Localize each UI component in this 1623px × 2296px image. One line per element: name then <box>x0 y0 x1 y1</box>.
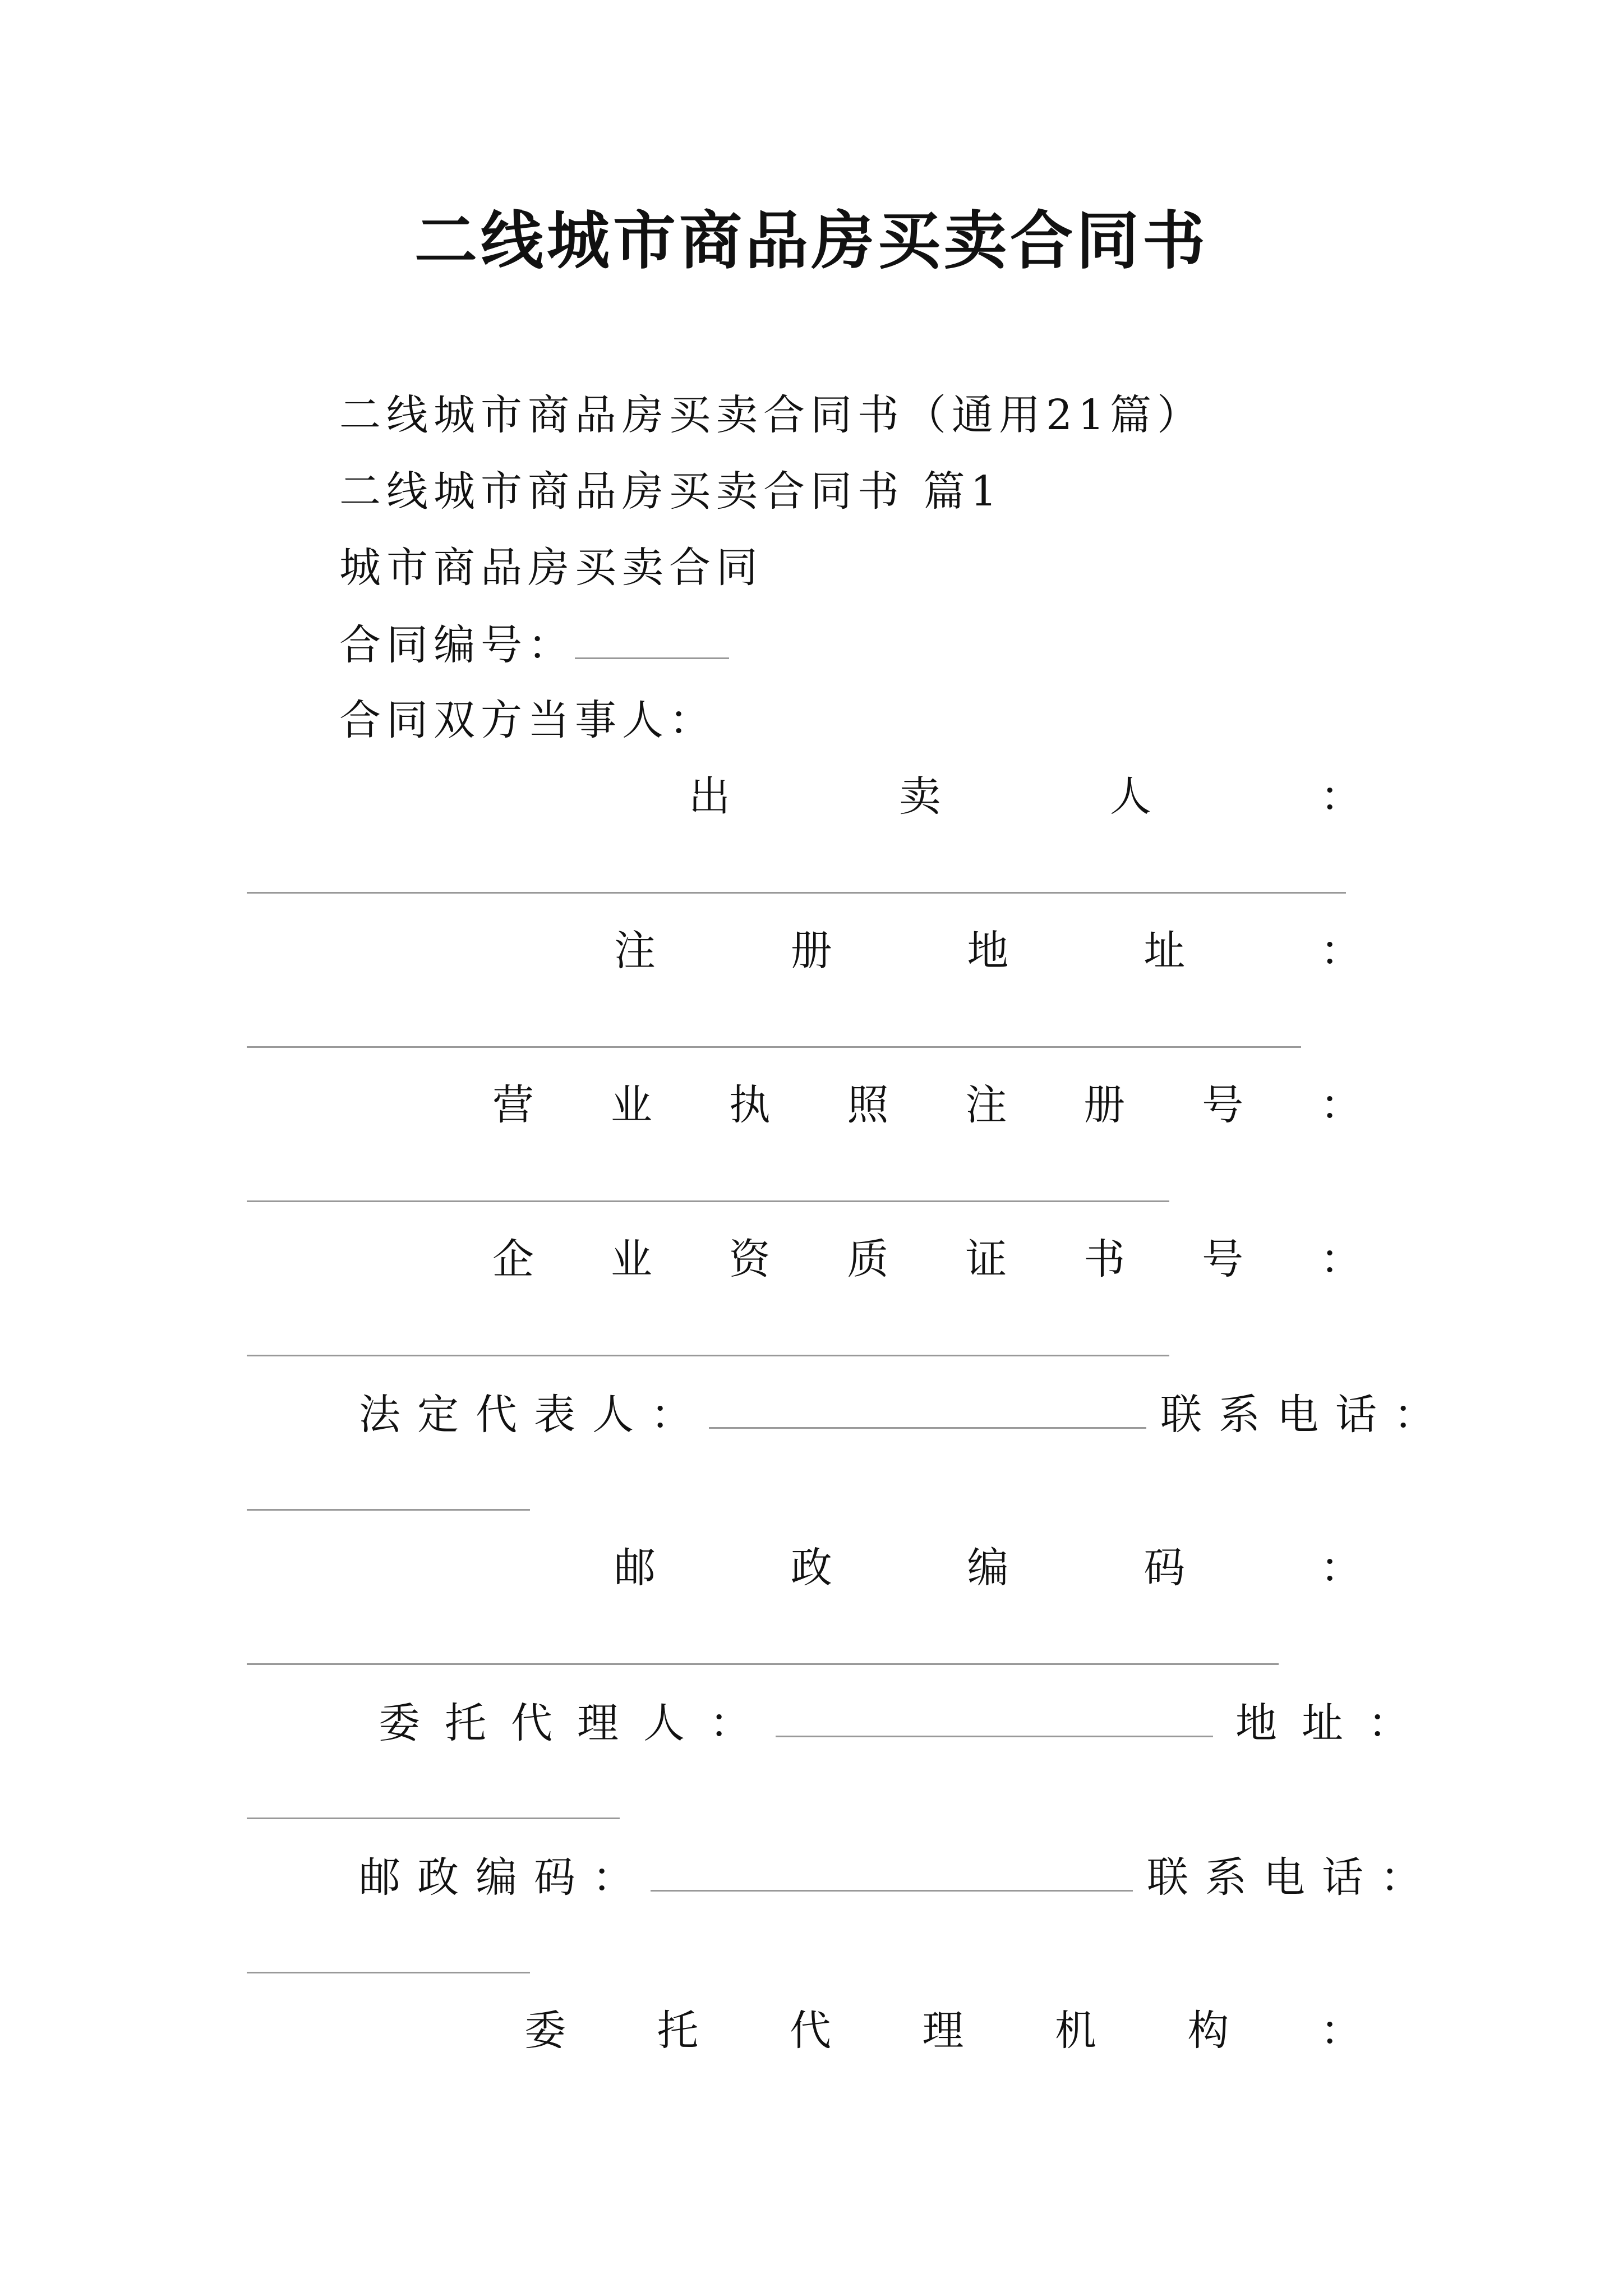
qualification-cert-char: 证 <box>965 1235 1007 1283</box>
contract-number-blank[interactable] <box>575 616 729 659</box>
phone-label: 联系电话： <box>1160 1391 1452 1439</box>
address-label: 地址： <box>1235 1699 1434 1747</box>
document-title: 二线城市商品房买卖合同书 <box>414 204 1209 278</box>
registered-address-char: 注 <box>614 927 656 975</box>
agency-char: ： <box>1320 2007 1362 2055</box>
registered-address-label <box>614 923 1362 979</box>
postal-code-label <box>614 1540 1362 1596</box>
registered-address-blank[interactable] <box>247 1046 1301 1048</box>
business-license-char: 注 <box>965 1081 1007 1129</box>
collection-title: 二线城市商品房买卖合同书（通用21篇） <box>339 391 1205 439</box>
postal-code-char: 政 <box>790 1544 832 1592</box>
agency-label <box>524 2003 1362 2059</box>
business-license-char: 号 <box>1202 1081 1244 1129</box>
contract-number-row <box>339 616 729 673</box>
legal-rep-label: 法定代表人： <box>359 1391 709 1439</box>
agent-row <box>379 1694 1434 1751</box>
registered-address-char: 册 <box>790 927 832 975</box>
postal-code-char: 邮 <box>614 1544 656 1592</box>
qualification-cert-label <box>492 1231 1362 1287</box>
seller-blank[interactable] <box>247 892 1346 894</box>
agency-char: 代 <box>790 2007 831 2055</box>
agency-char: 理 <box>922 2007 964 2055</box>
registered-address-char: ： <box>1320 927 1362 975</box>
qualification-cert-char: 质 <box>847 1235 889 1283</box>
qualification-cert-blank[interactable] <box>247 1355 1169 1356</box>
agent-label: 委托代理人： <box>379 1699 776 1747</box>
qualification-cert-char: ： <box>1320 1235 1362 1283</box>
business-license-label <box>492 1077 1362 1133</box>
legal-rep-row <box>359 1386 1452 1443</box>
business-license-char: 照 <box>847 1081 889 1129</box>
seller-char: 出 <box>689 772 730 821</box>
seller-char: 人 <box>1109 772 1151 821</box>
postal-code-inline-blank[interactable] <box>651 1848 1133 1892</box>
postal-phone-row <box>359 1848 1438 1906</box>
address-blank[interactable] <box>247 1818 620 1819</box>
qualification-cert-char: 企 <box>492 1235 534 1283</box>
phone-label-2: 联系电话： <box>1147 1853 1438 1902</box>
registered-address-char: 地 <box>967 927 1009 975</box>
business-license-char: 营 <box>492 1081 534 1129</box>
postal-code-char: 码 <box>1144 1544 1186 1592</box>
postal-code-blank[interactable] <box>247 1663 1279 1665</box>
qualification-cert-char: 业 <box>610 1235 652 1283</box>
business-license-char: 执 <box>728 1081 771 1129</box>
seller-label <box>689 769 1362 825</box>
agency-char: 委 <box>524 2007 566 2055</box>
contract-number-label: 合同编号： <box>339 621 575 669</box>
seller-char: ： <box>1320 772 1362 821</box>
phone-blank-2[interactable] <box>247 1972 530 1973</box>
agency-char: 构 <box>1187 2007 1229 2055</box>
business-license-blank[interactable] <box>247 1200 1169 1202</box>
article-heading: 二线城市商品房买卖合同书 篇1 <box>339 467 1003 516</box>
parties-label: 合同双方当事人： <box>339 696 716 744</box>
legal-rep-blank[interactable] <box>709 1386 1146 1429</box>
qualification-cert-char: 资 <box>728 1235 771 1283</box>
contract-name: 城市商品房买卖合同 <box>339 544 763 592</box>
seller-char: 卖 <box>899 772 941 821</box>
postal-code-char: 编 <box>967 1544 1009 1592</box>
postal-code-char: ： <box>1320 1544 1362 1592</box>
agency-char: 托 <box>657 2007 699 2055</box>
qualification-cert-char: 号 <box>1202 1235 1244 1283</box>
business-license-char: 册 <box>1083 1081 1126 1129</box>
registered-address-char: 址 <box>1144 927 1186 975</box>
postal-code-label-inline: 邮政编码： <box>359 1853 651 1902</box>
agency-char: 机 <box>1055 2007 1096 2055</box>
agent-blank[interactable] <box>776 1694 1213 1737</box>
phone-blank[interactable] <box>247 1509 530 1511</box>
business-license-char: ： <box>1320 1081 1362 1129</box>
business-license-char: 业 <box>610 1081 652 1129</box>
qualification-cert-char: 书 <box>1083 1235 1126 1283</box>
